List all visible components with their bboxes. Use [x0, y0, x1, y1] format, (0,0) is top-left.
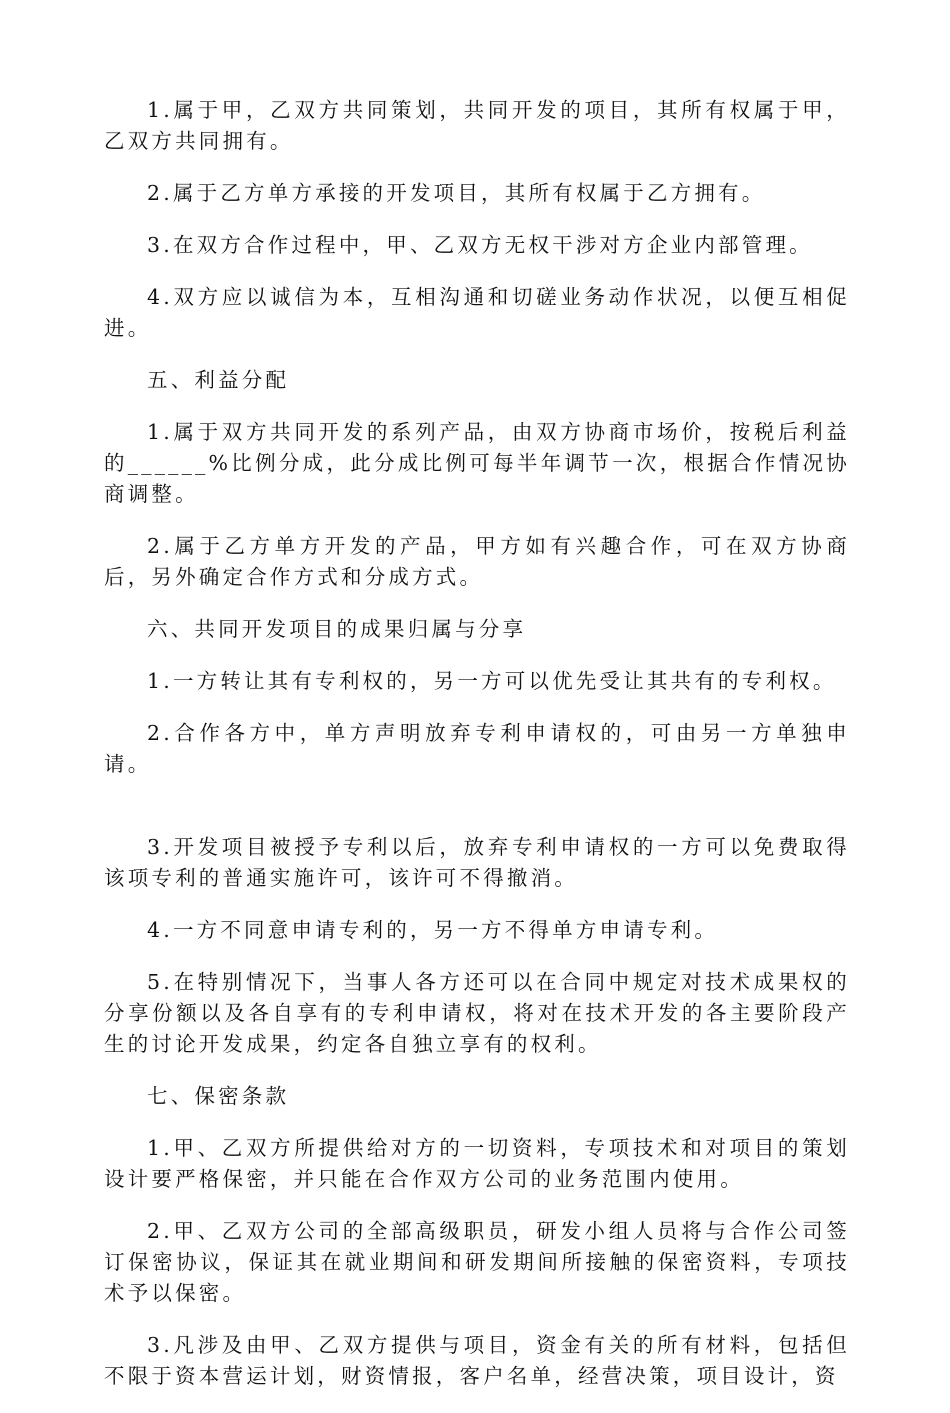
clause-paragraph: 1.属于双方共同开发的系列产品，由双方协商市场价，按税后利益的______%比例分成，此分成比例可每半年调节一次，根据合作情况协商调整。	[104, 420, 850, 506]
clause-paragraph: 2.合作各方中，单方声明放弃专利申请权的，可由另一方单独申请。	[104, 721, 850, 776]
clause-paragraph: 4.一方不同意申请专利的，另一方不得单方申请专利。	[147, 918, 719, 942]
clause-paragraph: 3.凡涉及由甲、乙双方提供与项目，资金有关的所有材料，包括但不限于资本营运计划，财资情报，客户名单，经营决策，项目设计，资	[104, 1333, 850, 1388]
clause-paragraph: 5.在特别情况下，当事人各方还可以在合同中规定对技术成果权的分享份额以及各自享有的专利申请权，将对在技术开发的各主要阶段产生的讨论开发成果，约定各自独立享有的权利。	[104, 970, 850, 1056]
section-heading: 七、保密条款	[147, 1084, 290, 1108]
clause-paragraph: 2.甲、乙双方公司的全部高级职员，研发小组人员将与合作公司签订保密协议，保证其在就业期间和研发期间所接触的保密资料，专项技术予以保密。	[104, 1219, 850, 1305]
section-heading: 六、共同开发项目的成果归属与分享	[147, 617, 527, 641]
section-heading: 五、利益分配	[147, 368, 290, 392]
clause-paragraph: 2.属于乙方单方开发的产品，甲方如有兴趣合作，可在双方协商后，另外确定合作方式和分成方式。	[104, 534, 850, 589]
clause-paragraph: 1.甲、乙双方所提供给对方的一切资料，专项技术和对项目的策划设计要严格保密，并只能在合作双方公司的业务范围内使用。	[104, 1136, 850, 1191]
clause-paragraph: 2.属于乙方单方承接的开发项目，其所有权属于乙方拥有。	[147, 181, 766, 205]
clause-paragraph: 3.开发项目被授予专利以后，放弃专利申请权的一方可以免费取得该项专利的普通实施许可，该许可不得撤消。	[104, 835, 850, 890]
clause-paragraph: 3.在双方合作过程中，甲、乙双方无权干涉对方企业内部管理。	[147, 233, 813, 257]
clause-paragraph: 1.一方转让其有专利权的，另一方可以优先受让其共有的专利权。	[147, 669, 837, 693]
document-body	[104, 95, 850, 1413]
clause-paragraph: 4.双方应以诚信为本，互相沟通和切磋业务动作状况，以便互相促进。	[104, 285, 850, 340]
clause-paragraph: 1.属于甲，乙双方共同策划，共同开发的项目，其所有权属于甲，乙双方共同拥有。	[104, 98, 850, 153]
